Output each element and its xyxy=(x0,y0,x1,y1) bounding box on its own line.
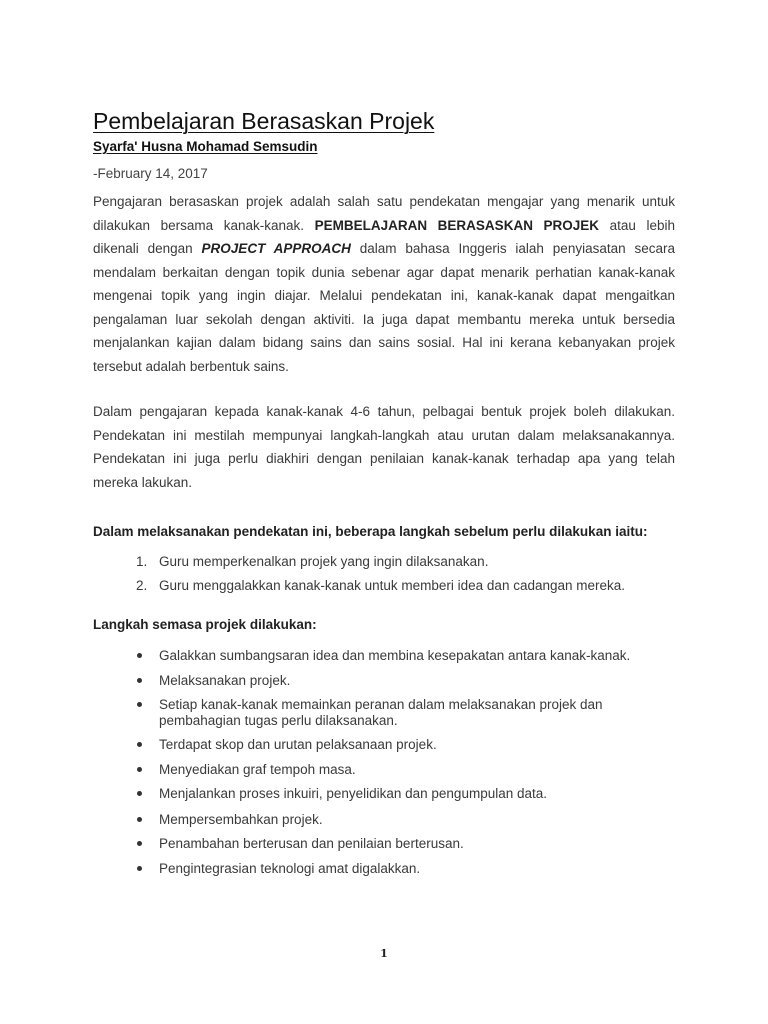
heading-during-project: Langkah semasa projek dilakukan: xyxy=(93,616,317,632)
bullet-text: Pengintegrasian teknologi amat digalakkan. xyxy=(159,860,421,876)
intro-text-2: atau lebih dikenali dengan xyxy=(93,217,675,256)
author-name[interactable]: Syarfa' Husna Mohamad Semsudin xyxy=(93,139,318,154)
document-title: Pembelajaran Berasaskan Projek xyxy=(93,108,435,134)
intro-english-term: PROJECT APPROACH xyxy=(201,241,351,256)
bullet-text: Terdapat skop dan urutan pelaksanaan projek. xyxy=(159,737,437,752)
bullet-icon xyxy=(137,653,142,658)
during-steps-list xyxy=(93,648,675,802)
list-item xyxy=(93,648,675,664)
bullet-icon xyxy=(137,817,142,822)
intro-bold-term: PEMBELAJARAN BERASASKAN PROJEK xyxy=(314,217,600,233)
list-item xyxy=(93,673,675,689)
second-paragraph: Dalam pengajaran kepada kanak-kanak 4-6 tahun, pelbagai bentuk projek boleh dilakukan. Pendekatan ini mestilah mempunyai langkah-langkah atau urutan dalam melaksanakannya. Pendekatan ini juga perlu diakhiri dengan penilaian kanak-kanak terhadap apa yang telah mereka lakukan. xyxy=(93,404,675,490)
bullet-text: Penambahan berterusan dan penilaian berterusan. xyxy=(159,836,464,851)
document-content xyxy=(93,106,675,885)
steps-before-list xyxy=(93,550,675,598)
list-item xyxy=(93,762,675,778)
step-number: 1. xyxy=(136,553,148,569)
bullet-icon xyxy=(137,866,142,871)
list-item xyxy=(93,737,675,753)
bullet-icon xyxy=(137,791,142,796)
bullet-text: Setiap kanak-kanak memainkan peranan dalam melaksanakan projek dan pembahagian tugas perlu dilaksanakan. xyxy=(159,697,603,728)
intro-text-1: Pengajaran berasaskan projek adalah salah satu pendekatan mengajar yang menarik untuk dilakukan bersama kanak-kanak. xyxy=(93,194,675,233)
step-text: Guru memperkenalkan projek yang ingin dilaksanakan. xyxy=(159,553,489,569)
list-item xyxy=(93,697,675,728)
during-steps-list-continued xyxy=(93,812,675,877)
bullet-icon xyxy=(137,702,142,707)
bullet-text: Menjalankan proses inkuiri, penyelidikan dan pengumpulan data. xyxy=(159,786,548,801)
bullet-icon xyxy=(137,841,142,846)
heading-before-steps: Dalam melaksanakan pendekatan ini, beberapa langkah sebelum perlu dilakukan iaitu: xyxy=(93,524,648,539)
bullet-text: Melaksanakan projek. xyxy=(159,672,291,688)
bullet-icon xyxy=(137,678,142,683)
intro-paragraph xyxy=(93,190,675,378)
list-item xyxy=(93,812,675,828)
bullet-icon xyxy=(137,742,142,747)
post-date: -February 14, 2017 xyxy=(93,166,208,181)
step-text: Guru menggalakkan kanak-kanak untuk memberi idea dan cadangan mereka. xyxy=(159,577,626,593)
bullet-text: Mempersembahkan projek. xyxy=(159,811,323,827)
intro-text-3: dalam bahasa Inggeris ialah penyiasatan secara mendalam berkaitan dengan topik dunia sebenar agar dapat menarik perhatian kanak-kanak mengenai topik yang ingin diajar. Melalui pendekatan ini, kanak-kanak dapat mengaitkan pengalaman luar sekolah dengan aktiviti. Ia juga dapat membantu mereka untuk bersedia menjalankan kajian dalam bidang sains dan sains sosial. Hal ini kerana kebanyakan projek tersebut adalah berbentuk sains. xyxy=(93,241,675,374)
list-item xyxy=(93,861,675,877)
bullet-text: Menyediakan graf tempoh masa. xyxy=(159,761,356,777)
step-number: 2. xyxy=(136,577,148,593)
list-item xyxy=(93,574,675,598)
list-item xyxy=(93,786,675,802)
list-item xyxy=(93,550,675,574)
bullet-icon xyxy=(137,767,142,772)
page-number: 1 xyxy=(380,947,388,960)
list-item xyxy=(93,836,675,852)
bullet-text: Galakkan sumbangsaran idea dan membina kesepakatan antara kanak-kanak. xyxy=(159,648,631,663)
